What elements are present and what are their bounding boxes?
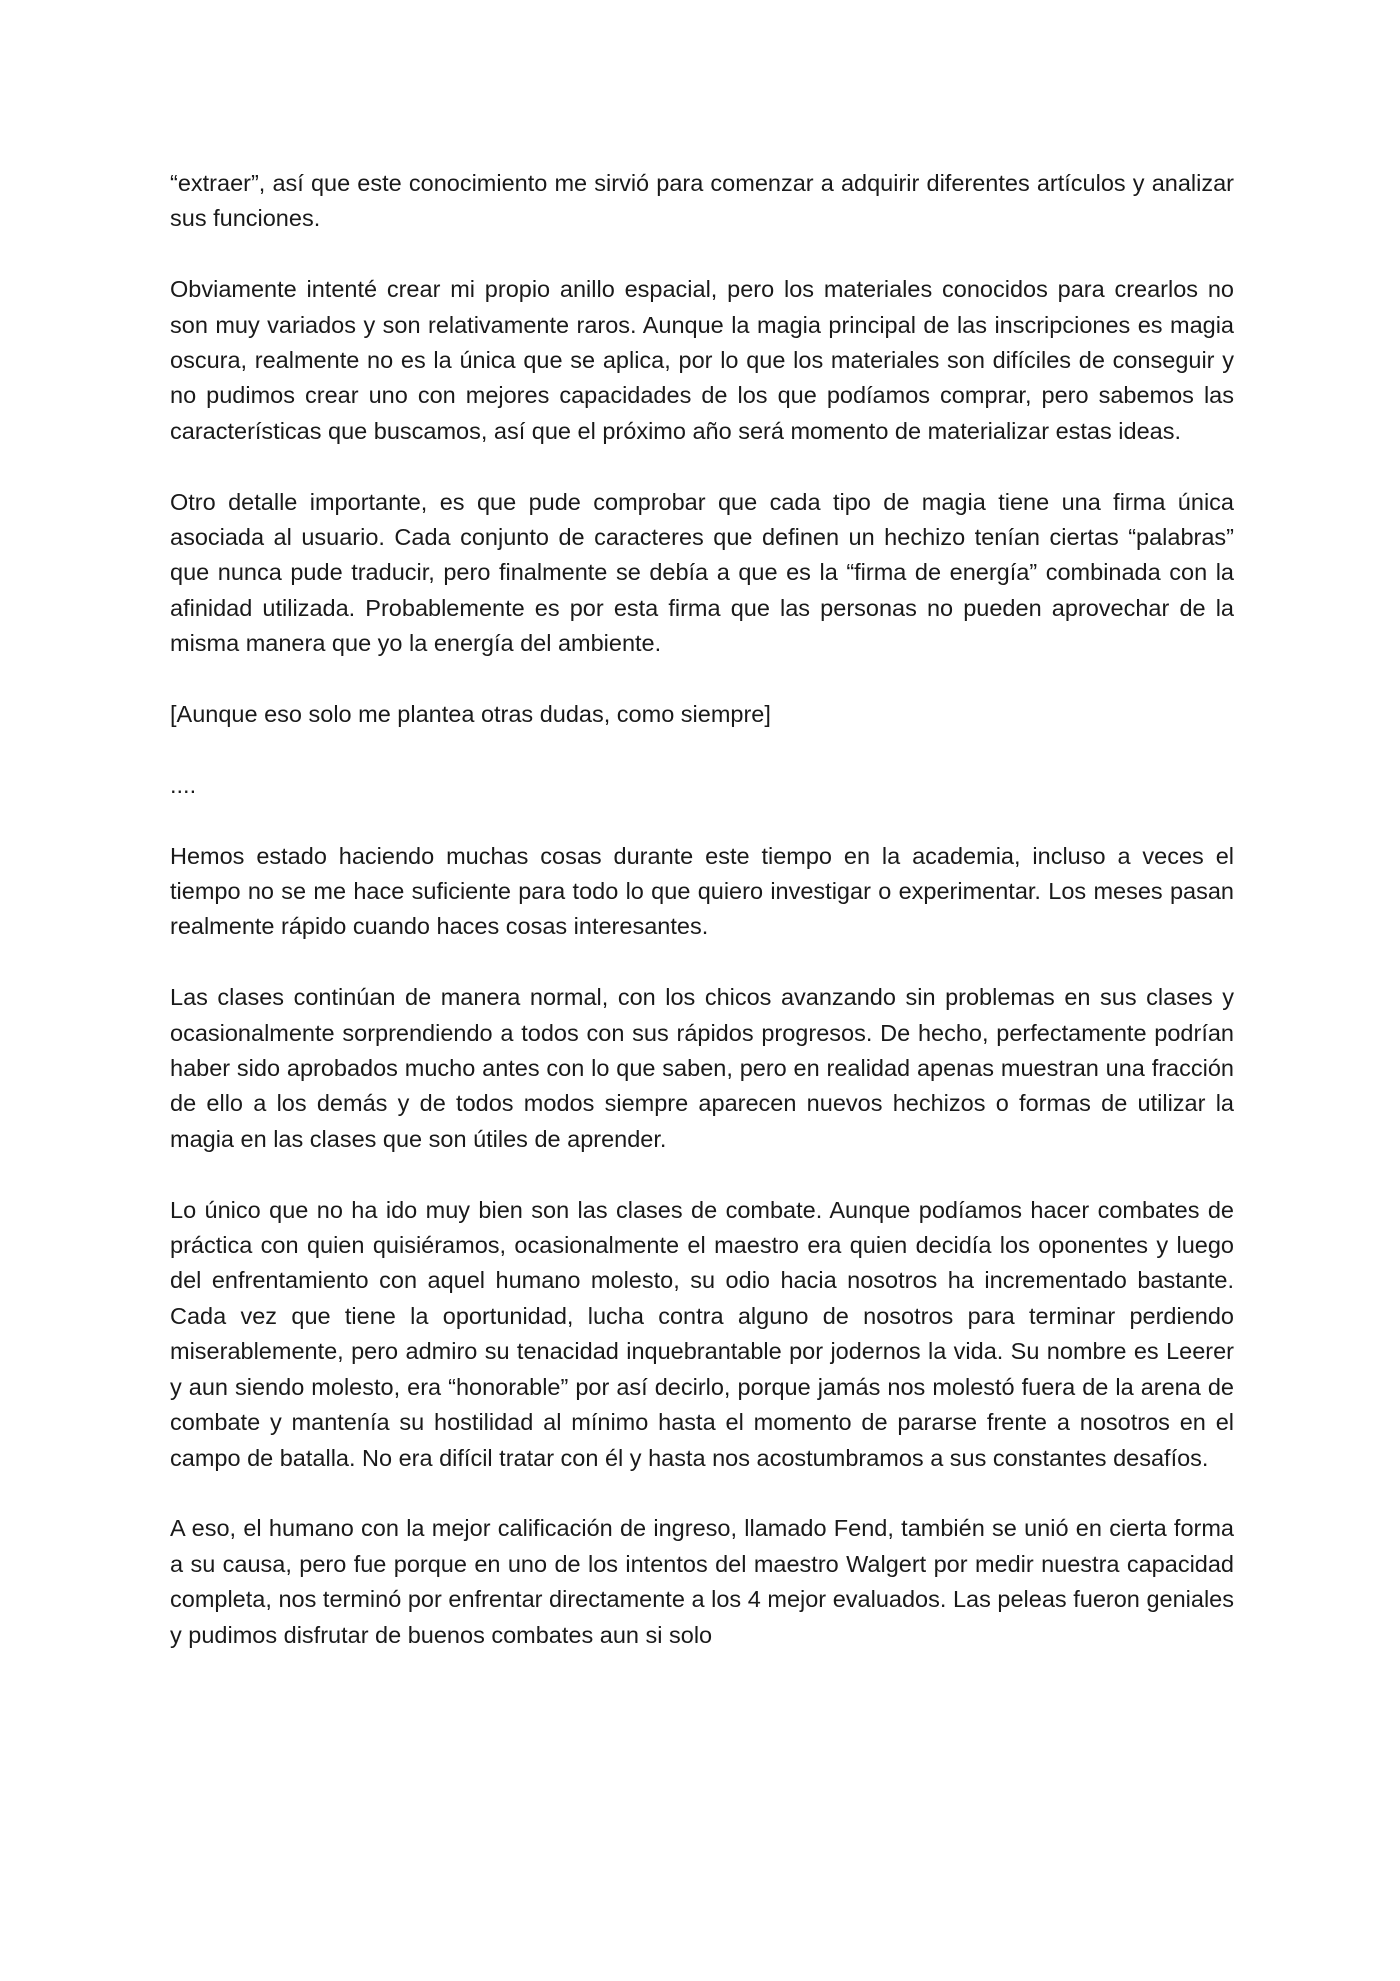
section-break: .... [170, 771, 197, 798]
paragraph-2: Obviamente intenté crear mi propio anillo espacial, pero los materiales conocidos para crearlos no son muy variados y son relativamente raros. Aunque la magia principal de las inscripciones es magia oscura, realmente no es la única que se aplica, por lo que los materiales son difíciles de conseguir y no pudimos crear uno con mejores capacidades de los que podíamos comprar, pero sabemos las características que buscamos, así que el próximo año será momento de materializar estas ideas. [170, 276, 1234, 444]
paragraph-3: Otro detalle importante, es que pude comprobar que cada tipo de magia tiene una firma única asociada al usuario. Cada conjunto de caracteres que definen un hechizo tenían ciertas “palabras” que nunca pude traducir, pero finalmente se debía a que es la “firma de energía” combinada con la afinidad utilizada. Probablemente es por esta firma que las personas no pueden aprovechar de la misma manera que yo la energía del ambiente. [170, 488, 1234, 657]
paragraph-aside: [Aunque eso solo me plantea otras dudas, como siempre] [170, 701, 771, 728]
paragraph-7: A eso, el humano con la mejor calificación de ingreso, llamado Fend, también se unió en cierta forma a su causa, pero fue porque en uno de los intentos del maestro Walgert por medir nuestra capacidad completa, nos terminó por enfrentar directamente a los 4 mejor evaluados. Las peleas fueron geniales y pudimos disfrutar de buenos combates aun si solo [170, 1515, 1234, 1648]
paragraph-6: Lo único que no ha ido muy bien son las clases de combate. Aunque podíamos hacer combates de práctica con quien quisiéramos, ocasionalmente el maestro era quien decidía los oponentes y luego del enfrentamiento con aquel humano molesto, su odio hacia nosotros ha incrementado bastante. Cada vez que tiene la oportunidad, lucha contra alguno de nosotros para terminar perdiendo miserablemente, pero admiro su tenacidad inquebrantable por jodernos la vida. Su nombre es Leerer y aun siendo molesto, era “honorable” por así decirlo, porque jamás nos molestó fuera de la arena de combate y mantenía su hostilidad al mínimo hasta el momento de pararse frente a nosotros en el campo de batalla. No era difícil tratar con él y hasta nos acostumbramos a sus constantes desafíos. [170, 1196, 1234, 1471]
document-page [170, 166, 1234, 1688]
paragraph-4: Hemos estado haciendo muchas cosas durante este tiempo en la academia, incluso a veces el tiempo no se me hace suficiente para todo lo que quiero investigar o experimentar. Los meses pasan realmente rápido cuando haces cosas interesantes. [170, 842, 1234, 940]
paragraph-1: “extraer”, así que este conocimiento me sirvió para comenzar a adquirir diferentes artículos y analizar sus funciones. [170, 170, 1234, 232]
paragraph-5: Las clases continúan de manera normal, con los chicos avanzando sin problemas en sus clases y ocasionalmente sorprendiendo a todos con sus rápidos progresos. De hecho, perfectamente podrían haber sido aprobados mucho antes con lo que saben, pero en realidad apenas muestran una fracción de ello a los demás y de todos modos siempre aparecen nuevos hechizos o formas de utilizar la magia en las clases que son útiles de aprender. [170, 984, 1234, 1152]
